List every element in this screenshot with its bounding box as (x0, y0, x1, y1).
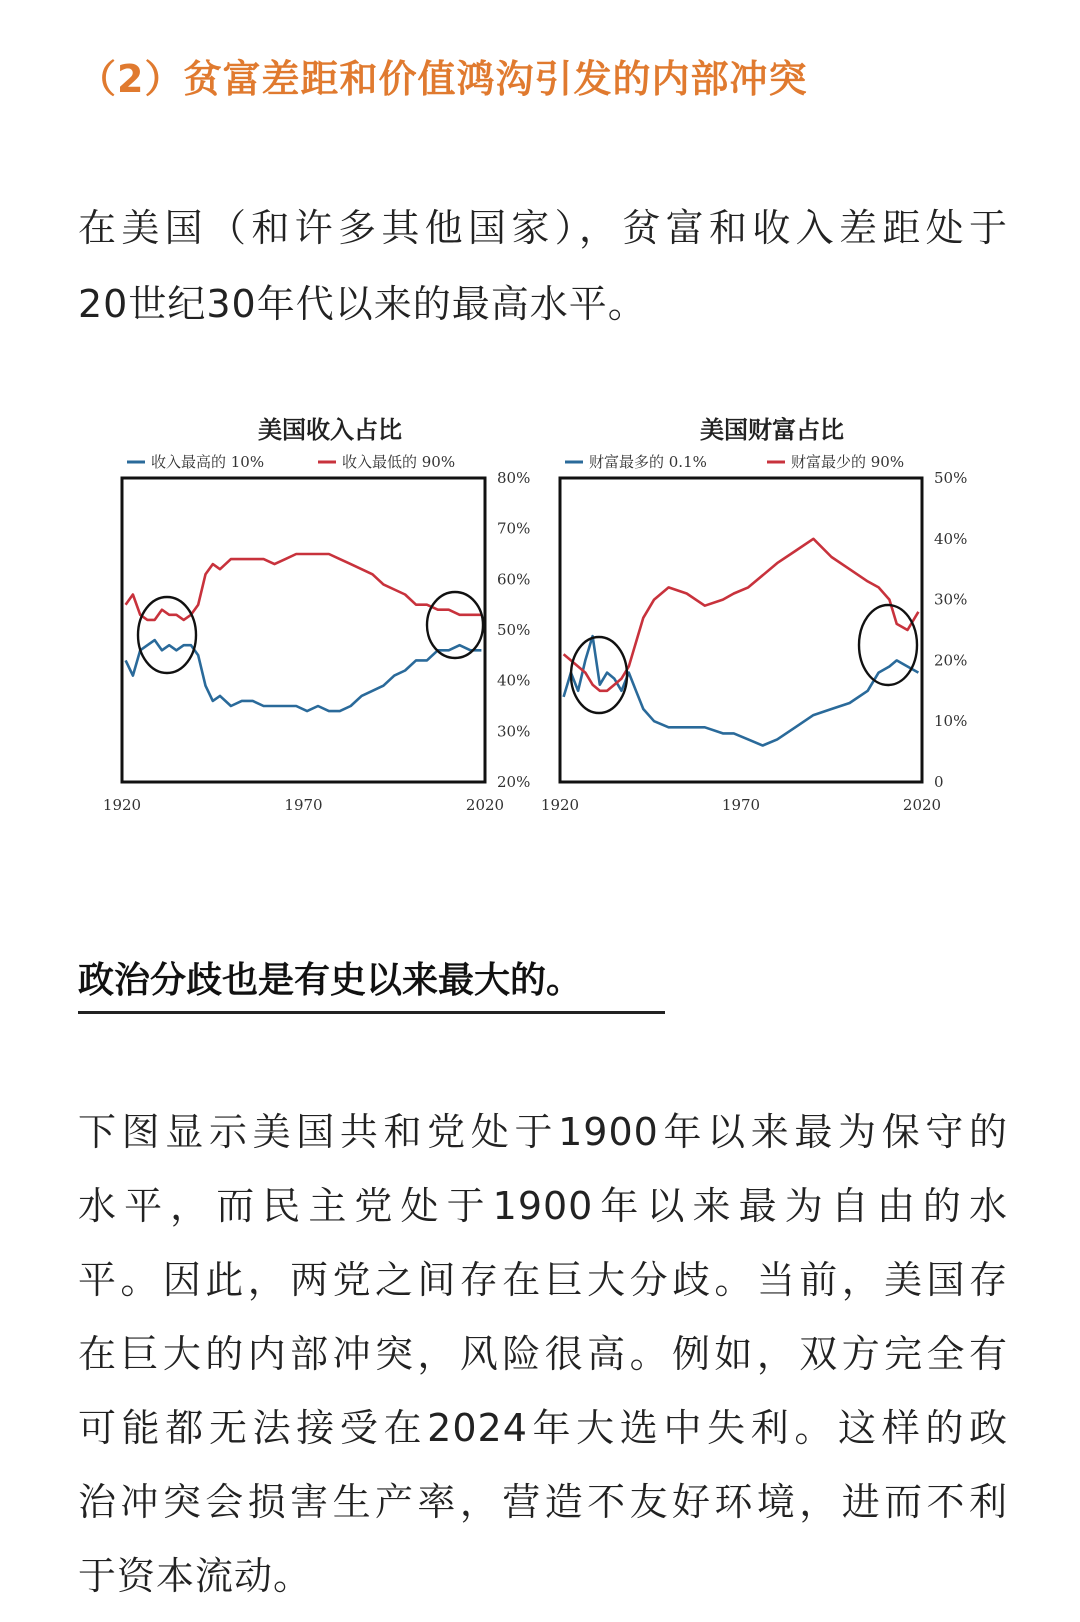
paragraph-line: 于资本流动。 (78, 1554, 313, 1598)
x-tick-label: 2020 (465, 796, 505, 814)
y-tick-label: 10% (934, 712, 968, 731)
highlight-circle (138, 597, 196, 673)
body-paragraph (78, 1095, 1008, 1613)
y-tick-label: 20% (934, 651, 968, 670)
paragraph-line: 可能都无法接受在2024年大选中失利。这样的政 (78, 1406, 1008, 1450)
plot-frame (122, 478, 485, 782)
y-tick-label: 30% (934, 590, 968, 609)
paragraph-line: 下图显示美国共和党处于1900年以来最为保守的 (78, 1110, 1008, 1154)
y-tick-label: 50% (934, 469, 968, 487)
inequality-charts (0, 400, 1080, 860)
legend-label: 财富最少的 90% (791, 453, 905, 471)
series-line (126, 640, 482, 711)
x-tick-label: 1970 (721, 796, 761, 814)
y-tick-label: 80% (497, 469, 531, 487)
y-tick-label: 50% (497, 621, 531, 639)
y-tick-label: 30% (497, 722, 531, 741)
subheading: 政治分歧也是有史以来最大的。 (78, 952, 665, 1014)
y-tick-label: 20% (497, 773, 531, 791)
paragraph-line: 在美国（和许多其他国家），贫富和收入差距处于 (78, 206, 1008, 250)
paragraph-line: 治冲突会损害生产率，营造不友好环境，进而不利 (78, 1480, 1008, 1524)
highlight-circle (859, 605, 917, 685)
x-tick-label: 1920 (102, 796, 142, 814)
legend-label: 收入最低的 90% (342, 453, 456, 471)
series-line (564, 636, 919, 745)
y-tick-label: 0 (934, 773, 944, 791)
chart-title: 美国收入占比 (258, 416, 402, 444)
paragraph-line: 20世纪30年代以来的最高水平。 (78, 282, 647, 326)
y-tick-label: 40% (497, 671, 531, 690)
x-tick-label: 1970 (284, 796, 323, 814)
legend-label: 收入最高的 10% (151, 453, 265, 471)
y-tick-label: 40% (934, 529, 968, 548)
paragraph-line: 水平，而民主党处于1900年以来最为自由的水 (78, 1184, 1008, 1228)
y-tick-label: 70% (497, 519, 531, 538)
paragraph-line: 平。因此，两党之间存在巨大分歧。当前，美国存 (78, 1258, 1008, 1302)
legend-label: 财富最多的 0.1% (589, 453, 707, 471)
chart-title: 美国财富占比 (700, 416, 844, 444)
x-tick-label: 2020 (902, 796, 942, 814)
paragraph-line: 在巨大的内部冲突，风险很高。例如，双方完全有 (78, 1332, 1008, 1376)
series-line (126, 554, 482, 620)
section-heading: （2）贫富差距和价值鸿沟引发的内部冲突 (78, 57, 808, 101)
y-tick-label: 60% (497, 570, 531, 589)
x-tick-label: 1920 (540, 796, 580, 814)
intro-paragraph (78, 190, 1008, 342)
